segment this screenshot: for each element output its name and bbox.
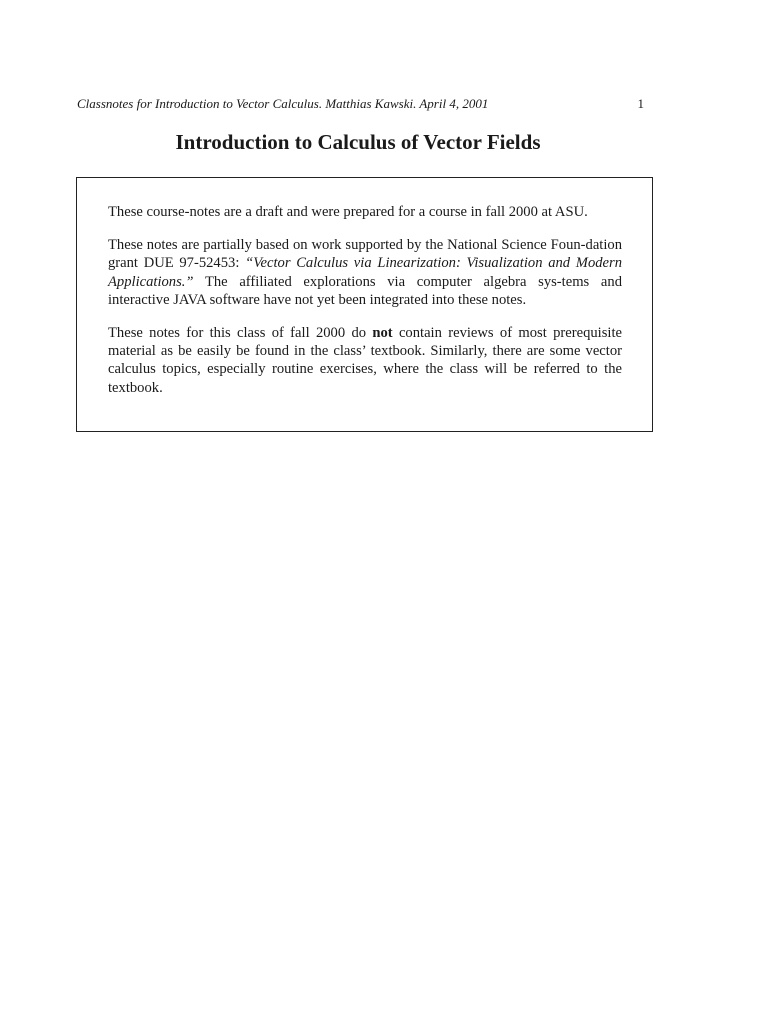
running-title: Classnotes for Introduction to Vector Calculus. Matthias Kawski. April 4, 2001 [77,96,489,111]
scope-text-before: These notes for this class of fall 2000 do [108,325,373,342]
funding-text-after: The affiliated explorations via computer algebra sys-tems and interactive JAVA software have not yet been integrated into these notes. [108,273,622,308]
draft-notice-box [76,177,653,432]
document-title: Introduction to Calculus of Vector Fields [175,130,541,154]
scope-text-after: contain reviews of most prerequisite material as be easily be found in the class’ textbook. Similarly, there are some vector calculus topics, especially routine exercises, where the class will be referred to the textbook. [108,325,622,396]
funding-text-before: These notes are partially based on work supported by the National Science Foun-dation grant DUE 97-52453: [108,237,622,272]
notice-paragraph-draft: These course-notes are a draft and were prepared for a course in fall 2000 at ASU. [108,204,588,220]
running-header [77,95,644,113]
grant-title-quote: “Vector Calculus via Linearization: Visualization and Modern Applications.” [108,255,622,290]
scope-emphasis: not [372,325,393,342]
notice-paragraph-funding [108,236,622,309]
page-number: 1 [637,96,644,111]
notice-paragraph-scope [108,324,622,397]
